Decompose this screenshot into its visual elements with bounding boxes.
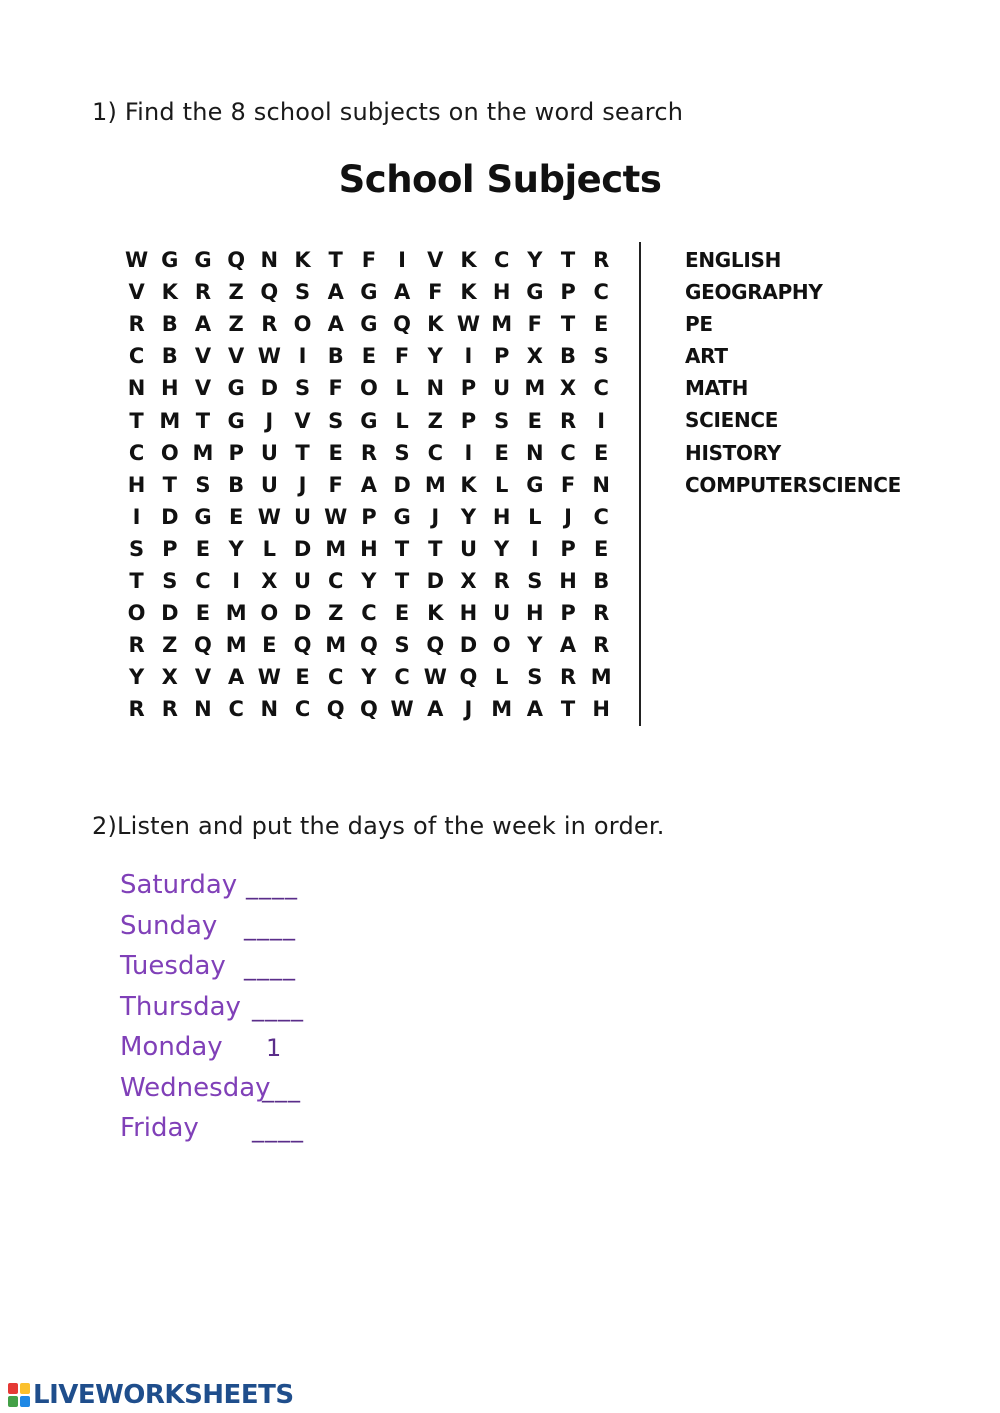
grid-letter[interactable]: D bbox=[293, 601, 312, 626]
grid-letter[interactable]: I bbox=[132, 504, 141, 529]
word-list-item: ENGLISH bbox=[685, 248, 782, 272]
grid-letter[interactable]: X bbox=[261, 568, 278, 593]
grid-letter[interactable]: T bbox=[328, 248, 343, 273]
grid-letter[interactable]: M bbox=[159, 408, 181, 433]
grid-letter[interactable]: F bbox=[527, 312, 543, 337]
grid-letter[interactable]: S bbox=[527, 568, 543, 593]
grid-letter[interactable]: M bbox=[491, 697, 513, 722]
grid-letter[interactable]: T bbox=[295, 440, 310, 465]
grid-letter[interactable]: I bbox=[530, 536, 539, 561]
grid-letter[interactable]: R bbox=[559, 408, 577, 433]
grid-letter[interactable]: O bbox=[260, 601, 279, 626]
grid-letter[interactable]: W bbox=[423, 665, 447, 690]
grid-letter[interactable]: R bbox=[128, 697, 145, 722]
day-order-answer[interactable]: ____ bbox=[244, 953, 296, 981]
grid-letter[interactable]: W bbox=[456, 312, 481, 337]
grid-letter[interactable]: L bbox=[494, 472, 509, 497]
grid-letter[interactable]: M bbox=[491, 312, 513, 337]
grid-letter[interactable]: J bbox=[265, 408, 274, 433]
grid-letter[interactable]: K bbox=[427, 312, 444, 337]
grid-letter[interactable]: Z bbox=[228, 312, 244, 337]
grid-letter[interactable]: C bbox=[593, 280, 609, 305]
grid-letter[interactable]: I bbox=[398, 248, 406, 273]
grid-letter[interactable]: I bbox=[597, 408, 606, 433]
grid-letter[interactable]: R bbox=[493, 568, 510, 593]
day-order-answer[interactable]: ____ bbox=[252, 993, 304, 1022]
grid-letter[interactable]: P bbox=[560, 601, 576, 626]
grid-letter[interactable]: P bbox=[228, 440, 244, 465]
grid-letter[interactable]: B bbox=[161, 344, 178, 369]
word-list-item: PE bbox=[685, 312, 713, 337]
grid-letter[interactable]: L bbox=[494, 665, 509, 690]
grid-letter[interactable]: C bbox=[493, 248, 510, 273]
day-name: Wednesday bbox=[120, 1072, 271, 1103]
grid-letter[interactable]: Y bbox=[527, 248, 543, 273]
grid-row bbox=[120, 469, 618, 501]
grid-letter[interactable]: B bbox=[228, 472, 245, 497]
grid-row bbox=[120, 693, 618, 725]
grid-letter[interactable]: T bbox=[394, 536, 410, 561]
grid-letter[interactable]: Q bbox=[459, 665, 478, 690]
grid-letter[interactable]: B bbox=[560, 344, 577, 369]
grid-letter[interactable]: E bbox=[594, 440, 609, 465]
grid-letter[interactable]: F bbox=[560, 472, 576, 497]
grid-letter[interactable]: T bbox=[195, 408, 211, 433]
grid-letter[interactable]: Z bbox=[328, 601, 344, 626]
grid-letter[interactable]: I bbox=[232, 568, 241, 593]
grid-letter[interactable]: G bbox=[194, 248, 212, 273]
day-row bbox=[120, 1030, 380, 1071]
grid-letter[interactable]: N bbox=[260, 697, 279, 722]
grid-row bbox=[120, 501, 618, 533]
grid-letter[interactable]: G bbox=[360, 312, 378, 337]
grid-letter[interactable]: E bbox=[527, 408, 543, 433]
grid-letter[interactable]: S bbox=[129, 536, 145, 561]
grid-row bbox=[120, 533, 618, 565]
grid-letter[interactable]: C bbox=[328, 568, 344, 593]
grid-letter[interactable]: E bbox=[195, 601, 211, 626]
grid-letter[interactable]: V bbox=[194, 665, 212, 690]
grid-letter[interactable]: L bbox=[395, 408, 409, 433]
word-list-item: MATH bbox=[685, 376, 749, 401]
grid-letter[interactable]: Y bbox=[228, 536, 244, 561]
grid-row bbox=[120, 308, 618, 340]
grid-letter[interactable]: D bbox=[426, 568, 444, 593]
grid-letter[interactable]: Q bbox=[359, 633, 378, 658]
grid-letter[interactable]: F bbox=[328, 472, 343, 497]
grid-letter[interactable]: G bbox=[526, 472, 544, 497]
grid-letter[interactable]: X bbox=[460, 568, 477, 593]
day-order-answer[interactable]: ____ bbox=[252, 1115, 304, 1143]
grid-letter[interactable]: B bbox=[593, 568, 610, 593]
grid-letter[interactable]: N bbox=[194, 697, 212, 722]
grid-letter[interactable]: F bbox=[428, 280, 443, 305]
grid-letter[interactable]: M bbox=[424, 472, 446, 497]
grid-row bbox=[120, 597, 618, 629]
grid-letter[interactable]: D bbox=[393, 472, 411, 497]
grid-letter[interactable]: V bbox=[228, 344, 245, 369]
grid-letter[interactable]: E bbox=[295, 665, 310, 690]
word-list-item: GEOGRAPHY bbox=[685, 280, 823, 305]
question-1-instruction: 1) Find the 8 school subjects on the word search bbox=[92, 98, 684, 126]
grid-letter[interactable]: H bbox=[160, 376, 179, 401]
logo-square bbox=[20, 1396, 30, 1407]
word-list-item: HISTORY bbox=[685, 440, 781, 465]
grid-row bbox=[120, 404, 618, 436]
grid-letter[interactable]: V bbox=[128, 280, 145, 305]
grid-letter[interactable]: Q bbox=[194, 633, 212, 658]
grid-letter[interactable]: C bbox=[195, 568, 211, 593]
grid-letter[interactable]: K bbox=[460, 248, 477, 273]
grid-letter[interactable]: R bbox=[194, 280, 212, 305]
grid-letter[interactable]: E bbox=[394, 601, 410, 626]
grid-letter[interactable]: F bbox=[361, 248, 377, 273]
grid-letter[interactable]: W bbox=[324, 504, 348, 529]
grid-letter[interactable]: U bbox=[294, 568, 312, 593]
grid-letter[interactable]: G bbox=[360, 280, 378, 305]
grid-letter[interactable]: M bbox=[192, 440, 214, 465]
liveworksheets-logo-icon bbox=[8, 1383, 30, 1407]
grid-row bbox=[120, 340, 618, 372]
question-2-instruction: 2)Listen and put the days of the week in order. bbox=[92, 812, 665, 840]
grid-letter[interactable]: Z bbox=[228, 280, 244, 305]
grid-letter[interactable]: J bbox=[298, 472, 307, 497]
grid-letter[interactable]: C bbox=[228, 697, 244, 722]
grid-letter[interactable]: S bbox=[394, 440, 410, 465]
grid-letter[interactable]: C bbox=[294, 697, 311, 722]
grid-letter[interactable]: N bbox=[426, 376, 445, 401]
day-name: Saturday bbox=[120, 870, 238, 900]
grid-divider bbox=[639, 242, 641, 726]
grid-letter[interactable]: E bbox=[228, 504, 244, 529]
grid-letter[interactable]: H bbox=[526, 601, 544, 626]
grid-letter[interactable]: Y bbox=[361, 665, 377, 690]
grid-letter[interactable]: Q bbox=[359, 697, 378, 722]
day-order-answer[interactable]: ____ bbox=[244, 912, 296, 941]
grid-letter[interactable]: P bbox=[560, 536, 576, 561]
day-name: Monday bbox=[120, 1032, 223, 1062]
grid-letter[interactable]: H bbox=[559, 568, 577, 593]
grid-letter[interactable]: G bbox=[194, 504, 212, 529]
grid-letter[interactable]: A bbox=[228, 665, 245, 690]
grid-letter[interactable]: M bbox=[590, 665, 612, 690]
grid-letter[interactable]: C bbox=[593, 504, 609, 529]
grid-letter[interactable]: T bbox=[162, 472, 177, 497]
grid-letter[interactable]: K bbox=[427, 601, 444, 626]
grid-letter[interactable]: Y bbox=[128, 665, 145, 690]
grid-letter[interactable]: R bbox=[360, 440, 377, 465]
grid-letter[interactable]: U bbox=[459, 536, 477, 561]
grid-letter[interactable]: X bbox=[526, 344, 543, 369]
grid-letter[interactable]: I bbox=[464, 344, 473, 369]
grid-letter[interactable]: Y bbox=[460, 504, 477, 529]
grid-letter[interactable]: H bbox=[127, 472, 146, 497]
grid-letter[interactable]: E bbox=[594, 536, 609, 561]
grid-letter[interactable]: I bbox=[298, 344, 307, 369]
grid-letter[interactable]: P bbox=[162, 536, 178, 561]
grid-letter[interactable]: Z bbox=[427, 408, 443, 433]
grid-row bbox=[120, 244, 618, 276]
grid-row bbox=[120, 629, 618, 661]
grid-letter[interactable]: Z bbox=[162, 633, 178, 658]
logo-square bbox=[8, 1396, 18, 1407]
grid-letter[interactable]: R bbox=[593, 633, 610, 658]
grid-letter[interactable]: A bbox=[427, 697, 444, 722]
grid-letter[interactable]: K bbox=[460, 472, 477, 497]
grid-letter[interactable]: A bbox=[327, 280, 344, 305]
grid-letter[interactable]: R bbox=[559, 665, 577, 690]
grid-letter[interactable]: K bbox=[460, 280, 477, 305]
grid-letter[interactable]: A bbox=[360, 472, 378, 497]
grid-letter[interactable]: J bbox=[464, 697, 473, 722]
word-list-item: SCIENCE bbox=[685, 408, 779, 433]
grid-letter[interactable]: A bbox=[526, 697, 543, 722]
day-row bbox=[120, 868, 380, 909]
grid-letter[interactable]: H bbox=[492, 504, 511, 529]
grid-letter[interactable]: Y bbox=[427, 344, 443, 369]
logo-square bbox=[20, 1383, 30, 1394]
grid-letter[interactable]: Q bbox=[293, 633, 312, 658]
grid-letter[interactable]: N bbox=[526, 440, 544, 465]
grid-letter[interactable]: O bbox=[293, 312, 312, 337]
grid-letter[interactable]: S bbox=[328, 408, 344, 433]
grid-letter[interactable]: S bbox=[494, 408, 510, 433]
grid-letter[interactable]: W bbox=[257, 504, 281, 529]
grid-letter[interactable]: P bbox=[560, 280, 576, 305]
grid-letter[interactable]: C bbox=[560, 440, 576, 465]
grid-letter[interactable]: Y bbox=[361, 568, 377, 593]
day-order-answer[interactable]: ____ bbox=[246, 872, 298, 900]
grid-letter[interactable]: U bbox=[260, 440, 278, 465]
word-list-item: ART bbox=[685, 344, 728, 369]
logo-square bbox=[8, 1383, 18, 1394]
grid-letter[interactable]: F bbox=[394, 344, 410, 369]
grid-letter[interactable]: H bbox=[592, 697, 610, 722]
day-row bbox=[120, 949, 380, 990]
grid-letter[interactable]: S bbox=[195, 472, 211, 497]
grid-letter[interactable]: D bbox=[459, 633, 478, 658]
grid-letter[interactable]: H bbox=[360, 536, 378, 561]
grid-letter[interactable]: W bbox=[125, 248, 149, 273]
grid-letter[interactable]: R bbox=[593, 601, 610, 626]
grid-letter[interactable]: M bbox=[225, 601, 247, 626]
grid-letter[interactable]: Y bbox=[527, 633, 543, 658]
grid-letter[interactable]: G bbox=[227, 376, 245, 401]
days-list bbox=[120, 868, 380, 1152]
grid-letter[interactable]: P bbox=[493, 344, 510, 369]
grid-letter[interactable]: W bbox=[390, 697, 414, 722]
word-list bbox=[685, 244, 901, 501]
grid-letter[interactable]: U bbox=[493, 376, 511, 401]
grid-letter[interactable]: O bbox=[160, 440, 179, 465]
grid-letter[interactable]: S bbox=[294, 376, 311, 401]
grid-letter[interactable]: C bbox=[394, 665, 410, 690]
grid-letter[interactable]: U bbox=[294, 504, 312, 529]
grid-row bbox=[120, 372, 618, 404]
day-name: Tuesday bbox=[120, 951, 226, 981]
grid-letter[interactable]: X bbox=[559, 376, 577, 401]
word-search-title: School Subjects bbox=[338, 158, 662, 201]
grid-letter[interactable]: G bbox=[526, 280, 544, 305]
grid-letter[interactable]: C bbox=[593, 376, 609, 401]
brand-name: LIVEWORKSHEETS bbox=[33, 1380, 294, 1410]
grid-letter[interactable]: J bbox=[431, 504, 440, 529]
grid-row bbox=[120, 565, 618, 597]
grid-row bbox=[120, 276, 618, 308]
grid-letter[interactable]: B bbox=[327, 344, 344, 369]
grid-letter[interactable]: Q bbox=[393, 312, 412, 337]
grid-letter[interactable]: M bbox=[524, 376, 546, 401]
grid-letter[interactable]: V bbox=[427, 248, 444, 273]
grid-letter[interactable]: V bbox=[194, 376, 212, 401]
day-order-answer[interactable]: ___ bbox=[262, 1074, 301, 1103]
day-row bbox=[120, 1071, 380, 1112]
grid-row bbox=[120, 661, 618, 693]
grid-letter[interactable]: T bbox=[394, 568, 410, 593]
grid-letter[interactable]: C bbox=[128, 440, 145, 465]
grid-letter[interactable]: U bbox=[260, 472, 278, 497]
grid-letter[interactable]: H bbox=[492, 280, 511, 305]
grid-letter[interactable]: V bbox=[194, 344, 212, 369]
grid-letter[interactable]: D bbox=[161, 504, 179, 529]
grid-letter[interactable]: O bbox=[359, 376, 378, 401]
grid-letter[interactable]: G bbox=[393, 504, 411, 529]
grid-letter[interactable]: C bbox=[427, 440, 443, 465]
grid-letter[interactable]: M bbox=[325, 536, 347, 561]
grid-letter[interactable]: A bbox=[559, 633, 577, 658]
grid-letter[interactable]: L bbox=[395, 376, 409, 401]
grid-letter[interactable]: Q bbox=[227, 248, 246, 273]
grid-letter[interactable]: D bbox=[293, 536, 312, 561]
grid-letter[interactable]: H bbox=[459, 601, 478, 626]
day-name: Sunday bbox=[120, 910, 218, 941]
grid-letter[interactable]: P bbox=[460, 376, 477, 401]
grid-letter[interactable]: J bbox=[564, 504, 572, 529]
grid-letter[interactable]: V bbox=[294, 408, 311, 433]
grid-letter[interactable]: A bbox=[393, 280, 411, 305]
grid-letter[interactable]: O bbox=[492, 633, 511, 658]
day-name: Thursday bbox=[120, 991, 241, 1022]
grid-letter[interactable]: T bbox=[129, 568, 144, 593]
grid-letter[interactable]: T bbox=[129, 408, 144, 433]
grid-letter[interactable]: R bbox=[128, 312, 145, 337]
grid-letter[interactable]: R bbox=[128, 633, 145, 658]
grid-letter[interactable]: S bbox=[394, 633, 410, 658]
day-row bbox=[120, 1111, 380, 1152]
grid-row bbox=[120, 437, 618, 469]
grid-letter[interactable]: Q bbox=[326, 697, 345, 722]
grid-letter[interactable]: B bbox=[161, 312, 178, 337]
grid-letter[interactable]: U bbox=[493, 601, 511, 626]
grid-letter[interactable]: G bbox=[360, 408, 378, 433]
footer-logo[interactable] bbox=[8, 1380, 294, 1410]
grid-letter[interactable]: P bbox=[460, 408, 477, 433]
grid-letter[interactable]: W bbox=[257, 665, 281, 690]
grid-letter[interactable]: S bbox=[593, 344, 609, 369]
grid-letter[interactable]: R bbox=[161, 697, 178, 722]
grid-letter[interactable]: S bbox=[294, 280, 311, 305]
grid-letter[interactable]: T bbox=[560, 248, 576, 273]
day-order-answer[interactable]: 1 bbox=[266, 1034, 283, 1062]
grid-letter[interactable]: D bbox=[260, 376, 279, 401]
grid-letter[interactable]: F bbox=[328, 376, 343, 401]
grid-letter[interactable]: G bbox=[227, 408, 245, 433]
grid-letter[interactable]: I bbox=[464, 440, 473, 465]
grid-letter[interactable]: S bbox=[527, 665, 543, 690]
grid-letter[interactable]: M bbox=[325, 633, 347, 658]
grid-letter[interactable]: C bbox=[128, 344, 145, 369]
grid-letter[interactable]: L bbox=[528, 504, 542, 529]
grid-letter[interactable]: E bbox=[361, 344, 377, 369]
grid-letter[interactable]: N bbox=[260, 248, 279, 273]
grid-letter[interactable]: R bbox=[593, 248, 610, 273]
grid-letter[interactable]: A bbox=[327, 312, 344, 337]
day-row bbox=[120, 990, 380, 1031]
grid-letter[interactable]: T bbox=[560, 312, 576, 337]
grid-letter[interactable]: C bbox=[328, 665, 344, 690]
grid-letter[interactable]: S bbox=[162, 568, 178, 593]
grid-letter[interactable]: R bbox=[261, 312, 278, 337]
word-list-item: COMPUTERSCIENCE bbox=[685, 472, 901, 497]
grid-letter[interactable]: T bbox=[428, 536, 443, 561]
grid-letter[interactable]: O bbox=[127, 601, 146, 626]
grid-letter[interactable]: G bbox=[161, 248, 179, 273]
grid-letter[interactable]: K bbox=[161, 280, 178, 305]
grid-letter[interactable]: E bbox=[195, 536, 211, 561]
grid-letter[interactable]: D bbox=[161, 601, 179, 626]
grid-letter[interactable]: N bbox=[127, 376, 146, 401]
grid-letter[interactable]: W bbox=[257, 344, 281, 369]
grid-letter[interactable]: Y bbox=[494, 536, 510, 561]
grid-letter[interactable]: C bbox=[361, 601, 377, 626]
grid-letter[interactable]: T bbox=[560, 697, 576, 722]
grid-letter[interactable]: Q bbox=[260, 280, 279, 305]
grid-letter[interactable]: A bbox=[194, 312, 212, 337]
grid-letter[interactable]: Q bbox=[426, 633, 445, 658]
grid-letter[interactable]: E bbox=[494, 440, 509, 465]
grid-letter[interactable]: E bbox=[594, 312, 609, 337]
grid-letter[interactable]: M bbox=[225, 633, 247, 658]
grid-letter[interactable]: E bbox=[262, 633, 277, 658]
grid-letter[interactable]: N bbox=[592, 472, 610, 497]
day-row bbox=[120, 909, 380, 950]
grid-letter[interactable]: E bbox=[328, 440, 343, 465]
grid-letter[interactable]: K bbox=[294, 248, 311, 273]
word-search-grid bbox=[120, 244, 618, 725]
grid-letter[interactable]: P bbox=[361, 504, 377, 529]
grid-letter[interactable]: X bbox=[161, 665, 178, 690]
grid-letter[interactable]: L bbox=[262, 536, 277, 561]
day-name: Friday bbox=[120, 1113, 199, 1143]
